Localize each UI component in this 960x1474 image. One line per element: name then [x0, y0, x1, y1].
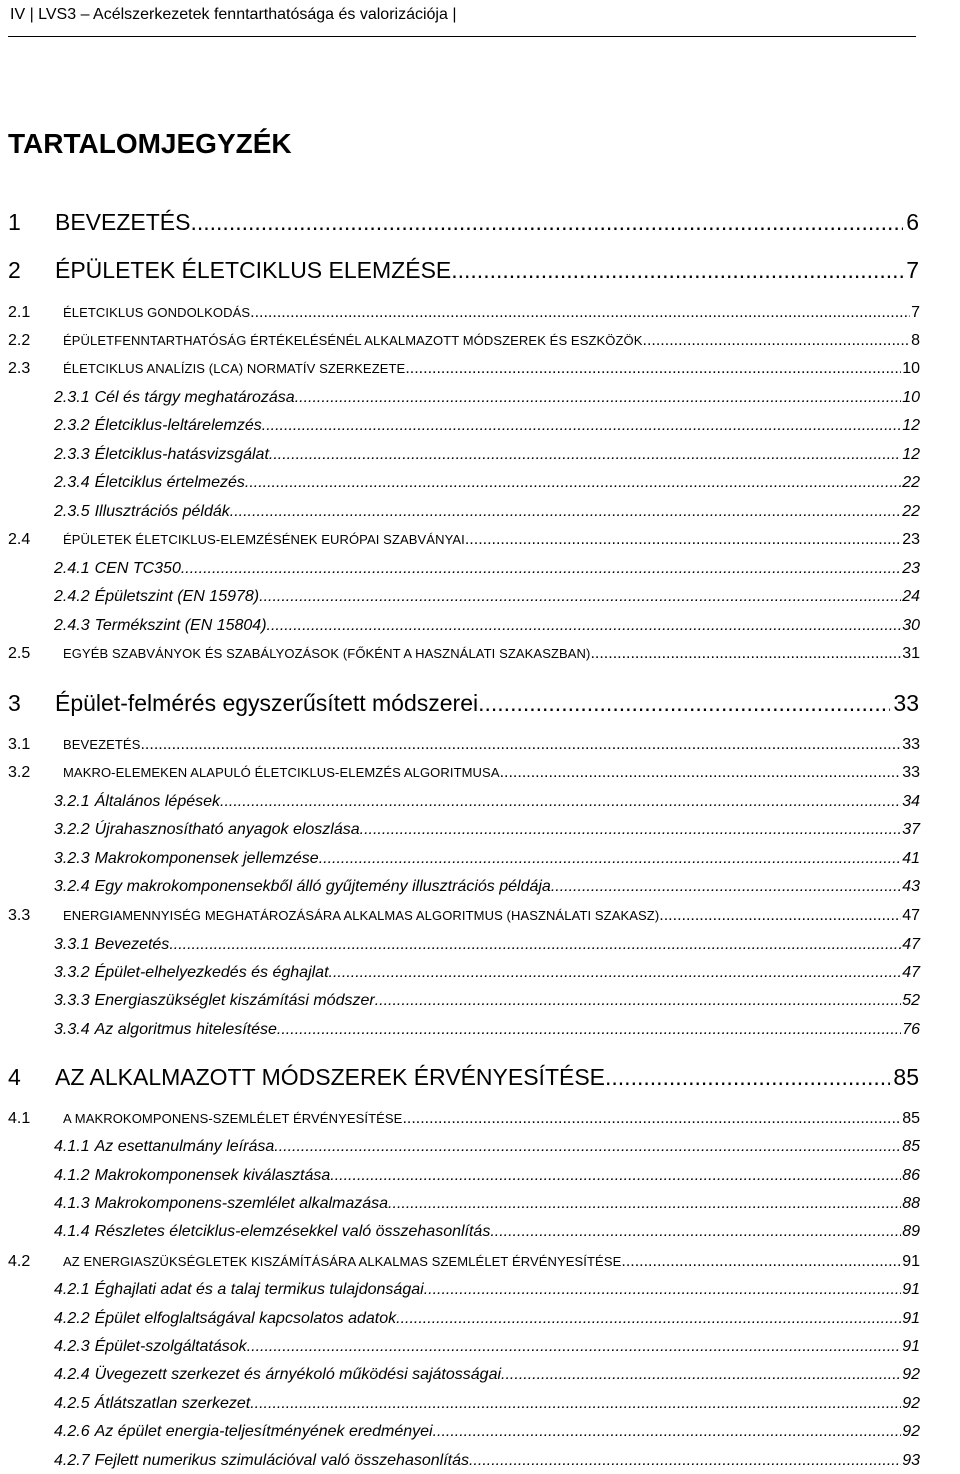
- toc-entry-label: Termékszint (EN 15804): [94, 617, 267, 634]
- dot-leader: [295, 388, 902, 408]
- toc-entry-label: Épületszint (EN 15978): [94, 588, 260, 605]
- toc-entry-page-number: 85: [902, 1110, 920, 1127]
- toc-entry-label: Makrokomponensek kiválasztása: [94, 1167, 331, 1184]
- toc-entry-label: Illusztrációs példák: [94, 503, 230, 520]
- toc-entry-2-1[interactable]: [8, 303, 920, 323]
- toc-entry-label: MAKRO-ELEMEKEN ALAPULÓ ÉLETCIKLUS-ELEMZÉS ALGORITMUSA: [63, 765, 500, 780]
- running-header: IV | LVS3 – Acélszerkezetek fenntarthatósága és valorizációja |: [10, 6, 457, 23]
- dot-leader: [220, 792, 901, 812]
- toc-entry-number: 2.4.1: [54, 560, 90, 577]
- dot-leader: [360, 820, 902, 840]
- toc-entry-number: 4.1: [8, 1110, 31, 1127]
- toc-entry-page-number: 47: [902, 964, 920, 981]
- toc-entry-number: 3.2.1: [54, 793, 90, 810]
- toc-entry-label: Épület-felmérés egyszerűsített módszerei: [55, 690, 479, 716]
- toc-entry-2-3-2[interactable]: [54, 416, 920, 436]
- toc-entry-label: Életciklus-leltárelemzés: [94, 417, 262, 434]
- toc-entry-number: 2.4.3: [54, 617, 90, 634]
- toc-entry-page-number: 91: [902, 1310, 920, 1327]
- toc-entry-page-number: 91: [902, 1281, 920, 1298]
- toc-entry-label: CEN TC350: [94, 560, 181, 577]
- toc-entry-number: 4: [8, 1064, 21, 1090]
- dot-leader: [469, 1451, 901, 1471]
- toc-entry-label: AZ ALKALMAZOTT MÓDSZEREK ÉRVÉNYESÍTÉSE: [55, 1064, 606, 1090]
- toc-entry-page-number: 33: [902, 764, 920, 781]
- toc-entry-page-number: 52: [902, 992, 920, 1009]
- toc-entry-number: 2.5: [8, 645, 31, 662]
- toc-entry-4-2-3[interactable]: [54, 1337, 920, 1357]
- toc-entry-2-5[interactable]: [8, 644, 920, 664]
- toc-entry-number: 4.1.1: [54, 1138, 90, 1155]
- toc-entry-3-2[interactable]: [8, 763, 920, 783]
- dot-leader: [140, 735, 901, 755]
- page-title: TARTALOMJEGYZÉK: [8, 128, 292, 159]
- toc-entry-label: Egy makrokomponensekből álló gyűjtemény illusztrációs példája: [94, 878, 551, 895]
- toc-entry-label: Makrokomponensek jellemzése: [94, 850, 319, 867]
- toc-entry-page-number: 22: [902, 503, 920, 520]
- toc-entry-label: ÉPÜLETEK ÉLETCIKLUS ELEMZÉSE: [55, 257, 452, 283]
- toc-entry-4-1[interactable]: [8, 1109, 920, 1129]
- toc-entry-page-number: 7: [911, 304, 920, 321]
- toc-entry-3-2-4[interactable]: [54, 877, 920, 897]
- toc-entry-4-1-3[interactable]: [54, 1194, 920, 1214]
- toc-entry-4-1-2[interactable]: [54, 1166, 920, 1186]
- toc-entry-label: Üvegezett szerkezet és árnyékoló működési sajátosságai: [94, 1366, 502, 1383]
- toc-entry-3[interactable]: [8, 689, 919, 717]
- toc-entry-4-1-4[interactable]: [54, 1222, 920, 1242]
- toc-entry-number: 1: [8, 209, 21, 235]
- toc-entry-label: Bevezetés: [94, 936, 170, 953]
- dot-leader: [451, 256, 903, 284]
- toc-entry-page-number: 85: [893, 1064, 919, 1090]
- toc-entry-2-4-1[interactable]: [54, 559, 920, 579]
- toc-entry-2-4-3[interactable]: [54, 616, 920, 636]
- toc-entry-4-2-4[interactable]: [54, 1365, 920, 1385]
- toc-entry-number: 2.3.5: [54, 503, 90, 520]
- dot-leader: [605, 1063, 890, 1091]
- toc-entry-page-number: 33: [902, 736, 920, 753]
- toc-entry-label: Életciklus-hatásvizsgálat: [94, 446, 269, 463]
- dot-leader: [330, 1166, 901, 1186]
- toc-entry-number: 3.2.4: [54, 878, 90, 895]
- dot-leader: [262, 416, 901, 436]
- toc-entry-number: 3.2.3: [54, 850, 90, 867]
- toc-entry-2-3-1[interactable]: [54, 388, 920, 408]
- toc-entry-1[interactable]: [8, 208, 919, 236]
- dot-leader: [245, 473, 901, 493]
- toc-entry-4-1-1[interactable]: [54, 1137, 920, 1157]
- dot-leader: [465, 530, 901, 550]
- toc-entry-page-number: 89: [902, 1223, 920, 1240]
- dot-leader: [250, 303, 910, 323]
- toc-entry-page-number: 92: [902, 1395, 920, 1412]
- toc-entry-4-2-1[interactable]: [54, 1280, 920, 1300]
- toc-entry-page-number: 43: [902, 878, 920, 895]
- toc-entry-page-number: 85: [902, 1138, 920, 1155]
- toc-entry-number: 4.1.4: [54, 1223, 90, 1240]
- toc-entry-label: Makrokomponens-szemlélet alkalmazása: [94, 1195, 389, 1212]
- toc-entry-label: Az épület energia-teljesítményének eredményei: [94, 1423, 433, 1440]
- toc-entry-2-4[interactable]: [8, 530, 920, 550]
- toc-entry-number: 3.2: [8, 764, 31, 781]
- toc-entry-page-number: 86: [902, 1167, 920, 1184]
- toc-entry-label: AZ ENERGIASZÜKSÉGLETEK KISZÁMÍTÁSÁRA ALKALMAS SZEMLÉLET ÉRVÉNYESÍTÉSE: [63, 1254, 622, 1269]
- toc-entry-page-number: 12: [902, 417, 920, 434]
- dot-leader: [433, 1422, 902, 1442]
- toc-entry-number: 3: [8, 690, 21, 716]
- dot-leader: [375, 991, 902, 1011]
- toc-entry-label: Cél és tárgy meghatározása: [94, 389, 295, 406]
- toc-entry-3-2-3[interactable]: [54, 849, 920, 869]
- dot-leader: [590, 644, 901, 664]
- toc-entry-2-2[interactable]: [8, 331, 920, 351]
- toc-entry-number: 2.3.4: [54, 474, 90, 491]
- toc-entry-number: 2.4: [8, 531, 31, 548]
- toc-entry-label: ENERGIAMENNYISÉG MEGHATÁROZÁSÁRA ALKALMAS ALGORITMUS (HASZNÁLATI SZAKASZ): [63, 908, 660, 923]
- toc-entry-3-2-1[interactable]: [54, 792, 920, 812]
- toc-entry-number: 4.2: [8, 1253, 31, 1270]
- toc-entry-2-4-2[interactable]: [54, 587, 920, 607]
- toc-entry-number: 4.2.2: [54, 1310, 90, 1327]
- toc-entry-number: 4.2.6: [54, 1423, 90, 1440]
- toc-entry-page-number: 8: [911, 332, 920, 349]
- toc-entry-label: ÉLETCIKLUS GONDOLKODÁS: [63, 305, 251, 320]
- toc-entry-page-number: 92: [902, 1366, 920, 1383]
- toc-entry-page-number: 24: [902, 588, 920, 605]
- dot-leader: [643, 331, 911, 351]
- toc-entry-page-number: 23: [902, 531, 920, 548]
- toc-entry-4-2-5[interactable]: [54, 1394, 920, 1414]
- dot-leader: [181, 559, 901, 579]
- toc-entry-number: 2.3: [8, 360, 31, 377]
- toc-entry-label: BEVEZETÉS: [55, 209, 191, 235]
- toc-entry-number: 3.3.2: [54, 964, 90, 981]
- toc-entry-label: ÉLETCIKLUS ANALÍZIS (LCA) NORMATÍV SZERKEZETE: [63, 361, 406, 376]
- toc-entry-label: Az esettanulmány leírása: [94, 1138, 275, 1155]
- dot-leader: [388, 1194, 901, 1214]
- toc-entry-page-number: 31: [902, 645, 920, 662]
- toc-entry-number: 3.3.3: [54, 992, 90, 1009]
- toc-entry-label: Átlátszatlan szerkezet: [94, 1395, 251, 1412]
- toc-entry-2[interactable]: [8, 256, 919, 284]
- toc-entry-label: Épület elfoglaltságával kapcsolatos adatok: [94, 1310, 397, 1327]
- toc-entry-2-3[interactable]: [8, 359, 920, 379]
- toc-entry-number: 4.1.3: [54, 1195, 90, 1212]
- dot-leader: [405, 359, 901, 379]
- dot-leader: [424, 1280, 902, 1300]
- toc-entry-label: Épület-szolgáltatások: [94, 1338, 247, 1355]
- dot-leader: [500, 763, 902, 783]
- toc-entry-label: Általános lépések: [94, 793, 221, 810]
- toc-entry-page-number: 47: [902, 936, 920, 953]
- toc-entry-label: EGYÉB SZABVÁNYOK ÉS SZABÁLYOZÁSOK (FŐKÉNT A HASZNÁLATI SZAKASZBAN): [63, 646, 591, 661]
- toc-entry-label: Fejlett numerikus szimulációval való összehasonlítás: [94, 1452, 469, 1469]
- dot-leader: [490, 1222, 901, 1242]
- toc-entry-number: 3.1: [8, 736, 31, 753]
- dot-leader: [269, 445, 901, 465]
- toc-entry-number: 2: [8, 257, 21, 283]
- toc-entry-number: 2.1: [8, 304, 31, 321]
- toc-entry-number: 4.1.2: [54, 1167, 90, 1184]
- toc-entry-number: 2.3.2: [54, 417, 90, 434]
- toc-entry-3-3-1[interactable]: [54, 935, 920, 955]
- toc-entry-page-number: 6: [906, 209, 919, 235]
- toc-entry-page-number: 30: [902, 617, 920, 634]
- toc-entry-4-2[interactable]: [8, 1252, 920, 1272]
- dot-leader: [250, 1394, 901, 1414]
- toc-entry-3-3-2[interactable]: [54, 963, 920, 983]
- dot-leader: [478, 689, 890, 717]
- toc-entry-page-number: 33: [893, 690, 919, 716]
- toc-entry-4[interactable]: [8, 1063, 919, 1091]
- dot-leader: [402, 1109, 901, 1129]
- toc-entry-number: 2.3.1: [54, 389, 90, 406]
- toc-entry-number: 2.4.2: [54, 588, 90, 605]
- dot-leader: [247, 1337, 902, 1357]
- toc-entry-number: 2.3.3: [54, 446, 90, 463]
- toc-entry-3-3-4[interactable]: [54, 1020, 920, 1040]
- toc-entry-number: 4.2.4: [54, 1366, 90, 1383]
- toc-entry-number: 4.2.5: [54, 1395, 90, 1412]
- toc-entry-page-number: 10: [902, 360, 920, 377]
- toc-entry-page-number: 23: [902, 560, 920, 577]
- dot-leader: [659, 906, 901, 926]
- dot-leader: [169, 935, 901, 955]
- toc-entry-2-3-3[interactable]: [54, 445, 920, 465]
- dot-leader: [551, 877, 901, 897]
- toc-entry-page-number: 91: [902, 1338, 920, 1355]
- dot-leader: [621, 1252, 901, 1272]
- toc-entry-4-2-6[interactable]: [54, 1422, 920, 1442]
- toc-entry-label: ÉPÜLETEK ÉLETCIKLUS-ELEMZÉSÉNEK EURÓPAI SZABVÁNYAI: [63, 532, 465, 547]
- toc-entry-3-2-2[interactable]: [54, 820, 920, 840]
- toc-entry-page-number: 22: [902, 474, 920, 491]
- dot-leader: [230, 502, 901, 522]
- toc-entry-3-3-3[interactable]: [54, 991, 920, 1011]
- toc-entry-page-number: 34: [902, 793, 920, 810]
- toc-entry-page-number: 88: [902, 1195, 920, 1212]
- toc-entry-page-number: 47: [902, 907, 920, 924]
- toc-entry-3-3[interactable]: [8, 906, 920, 926]
- toc-entry-page-number: 7: [906, 257, 919, 283]
- toc-entry-number: 4.2.1: [54, 1281, 90, 1298]
- dot-leader: [319, 849, 902, 869]
- toc-entry-page-number: 91: [902, 1253, 920, 1270]
- dot-leader: [259, 587, 901, 607]
- toc-entry-page-number: 76: [902, 1021, 920, 1038]
- toc-entry-page-number: 93: [902, 1452, 920, 1469]
- dot-leader: [501, 1365, 901, 1385]
- toc-entry-3-1[interactable]: [8, 735, 920, 755]
- toc-entry-page-number: 12: [902, 446, 920, 463]
- toc-entry-label: Újrahasznosítható anyagok eloszlása: [94, 821, 360, 838]
- toc-entry-number: 3.3.1: [54, 936, 90, 953]
- toc-entry-2-3-5[interactable]: [54, 502, 920, 522]
- toc-entry-page-number: 41: [902, 850, 920, 867]
- toc-entry-page-number: 37: [902, 821, 920, 838]
- toc-entry-number: 3.3: [8, 907, 31, 924]
- toc-entry-label: Részletes életciklus-elemzésekkel való összehasonlítás: [94, 1223, 491, 1240]
- toc-entry-page-number: 10: [902, 389, 920, 406]
- toc-entry-number: 2.2: [8, 332, 31, 349]
- dot-leader: [396, 1309, 901, 1329]
- dot-leader: [329, 963, 902, 983]
- toc-entry-number: 3.2.2: [54, 821, 90, 838]
- dot-leader: [277, 1020, 901, 1040]
- toc-entry-label: Életciklus értelmezés: [94, 474, 245, 491]
- toc-entry-4-2-7[interactable]: [54, 1451, 920, 1471]
- toc-entry-label: Épület-elhelyezkedés és éghajlat: [94, 964, 329, 981]
- toc-entry-number: 3.3.4: [54, 1021, 90, 1038]
- toc-entry-label: ÉPÜLETFENNTARTHATÓSÁG ÉRTÉKELÉSÉNÉL ALKALMAZOTT MÓDSZEREK ÉS ESZKÖZÖK: [63, 333, 643, 348]
- toc-entry-label: A MAKROKOMPONENS-SZEMLÉLET ÉRVÉNYESÍTÉSE: [63, 1111, 403, 1126]
- dot-leader: [274, 1137, 901, 1157]
- dot-leader: [190, 208, 903, 236]
- toc-entry-4-2-2[interactable]: [54, 1309, 920, 1329]
- toc-entry-number: 4.2.3: [54, 1338, 90, 1355]
- dot-leader: [267, 616, 902, 636]
- toc-entry-label: Energiaszükséglet kiszámítási módszer: [94, 992, 375, 1009]
- toc-entry-label: BEVEZETÉS: [63, 737, 141, 752]
- toc-entry-number: 4.2.7: [54, 1452, 90, 1469]
- toc-entry-label: Az algoritmus hitelesítése: [94, 1021, 277, 1038]
- toc-entry-page-number: 92: [902, 1423, 920, 1440]
- toc-entry-label: Éghajlati adat és a talaj termikus tulajdonságai: [94, 1281, 424, 1298]
- toc-entry-2-3-4[interactable]: [54, 473, 920, 493]
